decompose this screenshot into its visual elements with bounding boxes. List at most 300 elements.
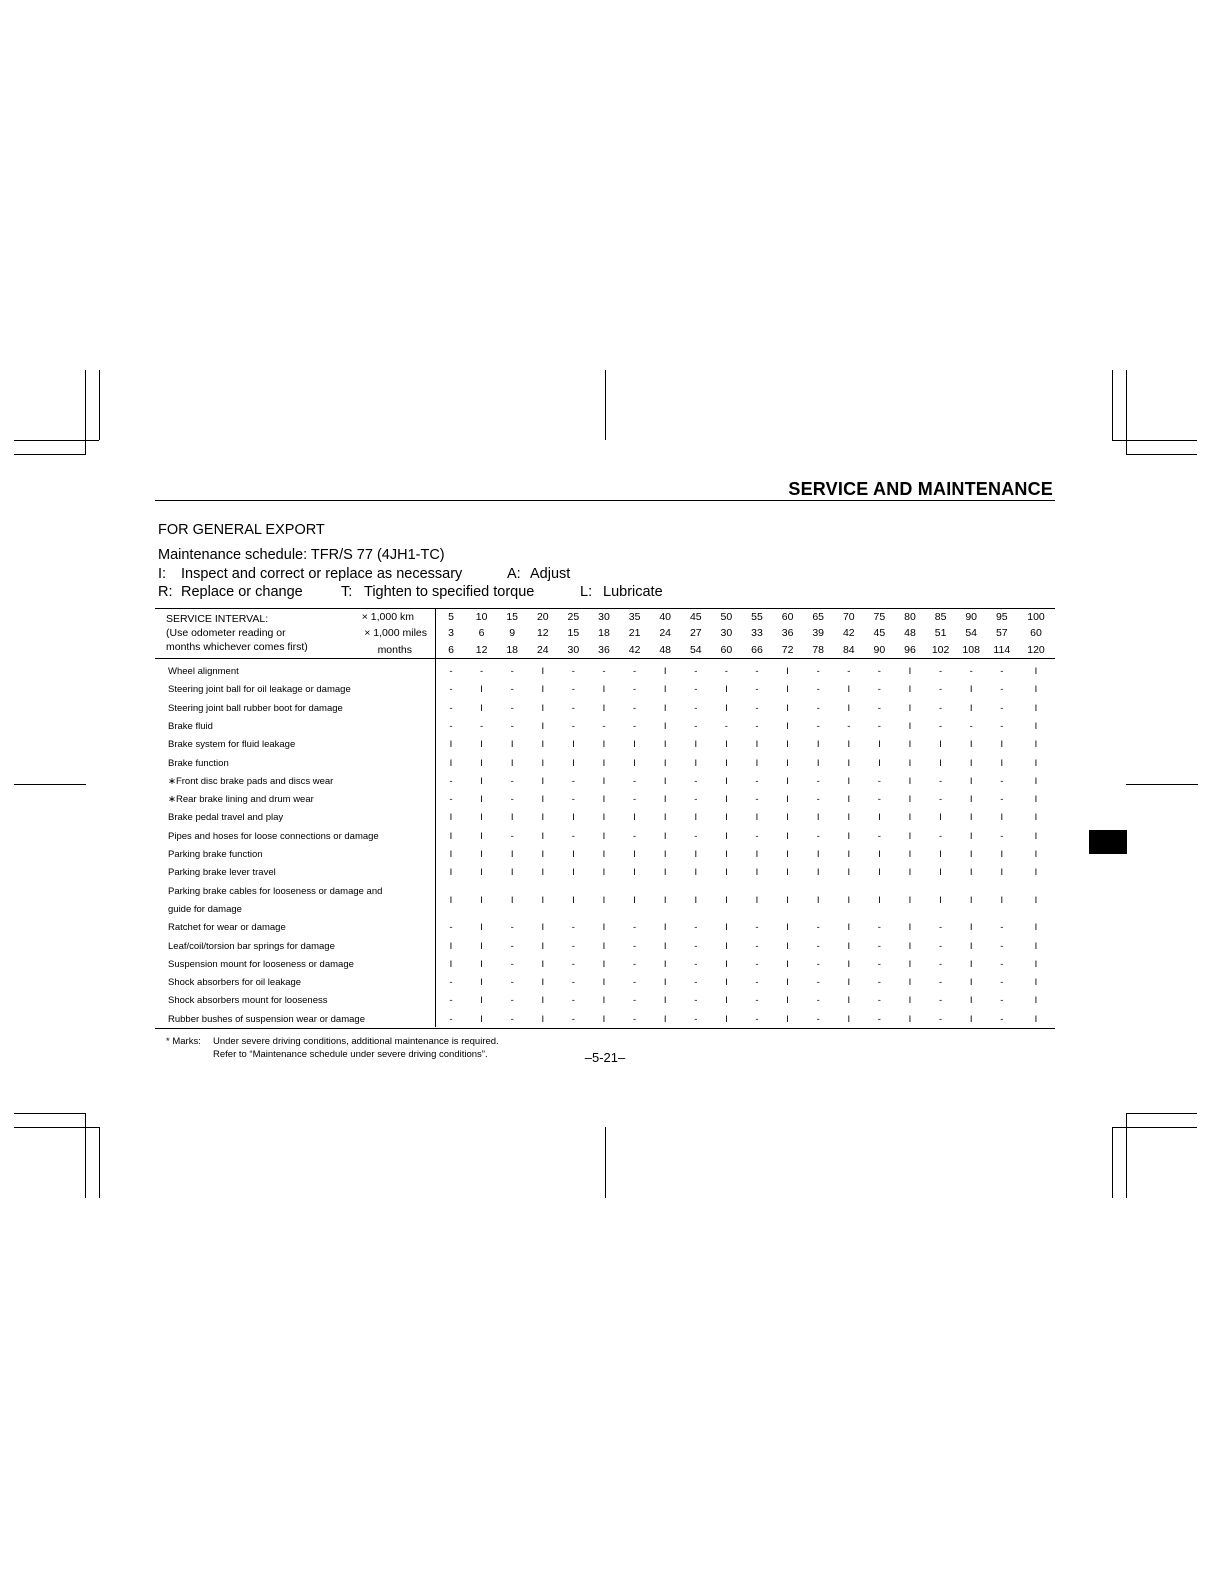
table-row-item: Steering joint ball rubber boot for damage [168, 702, 343, 714]
table-cell-mark: - [449, 720, 453, 732]
table-cell-mark: I [541, 1013, 545, 1025]
table-cell-mark: I [847, 830, 851, 842]
interval-km: 55 [751, 611, 763, 623]
table-cell-mark: I [969, 995, 973, 1007]
table-cell-mark: I [816, 867, 820, 879]
crop-mark [85, 370, 86, 455]
table-cell-mark: - [449, 995, 453, 1007]
table-cell-mark: I [663, 867, 667, 879]
table-cell-mark: I [663, 940, 667, 952]
table-cell-mark: I [908, 958, 912, 970]
table-cell-mark: - [571, 684, 575, 696]
table-row-item: Brake fluid [168, 720, 213, 732]
table-cell-mark: I [1034, 812, 1038, 824]
table-cell-mark: I [602, 922, 606, 934]
table-cell-mark: I [725, 922, 728, 934]
table-cell-mark: - [694, 775, 698, 787]
table-cell-mark: I [908, 812, 912, 824]
table-cell-mark: I [786, 702, 789, 714]
interval-miles: 18 [598, 627, 610, 639]
interval-months: 48 [659, 644, 672, 656]
table-cell-mark: I [480, 702, 483, 714]
table-cell-mark: I [510, 849, 514, 860]
table-cell-mark: I [908, 684, 912, 696]
table-cell-mark: I [663, 812, 667, 824]
table-cell-mark: - [755, 830, 759, 842]
table-cell-mark: I [1034, 894, 1038, 906]
table-cell-mark: I [908, 894, 912, 906]
table-cell-mark: - [449, 922, 453, 934]
table-cell-mark: I [725, 830, 728, 842]
table-column-divider [435, 608, 436, 1027]
table-cell-mark: I [510, 867, 514, 879]
table-cell-mark: - [571, 1013, 575, 1025]
interval-label: SERVICE INTERVAL: [166, 613, 269, 625]
table-cell-mark: - [480, 666, 484, 677]
table-cell-mark: - [1000, 702, 1004, 714]
table-cell-mark: - [510, 720, 514, 732]
table-cell-mark: - [449, 977, 453, 989]
table-cell-mark: I [725, 684, 728, 696]
table-cell-mark: I [480, 995, 483, 1007]
table-cell-mark: - [694, 794, 698, 806]
table-cell-mark: I [541, 977, 545, 989]
table-cell-mark: - [633, 958, 637, 970]
table-cell-mark: - [602, 720, 606, 732]
interval-miles: 48 [904, 627, 916, 639]
unit-miles: × 1,000 miles [364, 627, 427, 639]
table-cell-mark: I [633, 812, 636, 824]
schedule-title: Maintenance schedule: TFR/S 77 (4JH1-TC) [158, 547, 445, 563]
table-cell-mark: - [816, 922, 820, 934]
table-cell-mark: I [908, 867, 912, 879]
table-header-divider [155, 658, 1055, 659]
table-row-item: Brake pedal travel and play [168, 812, 284, 824]
interval-months: 24 [536, 644, 549, 656]
interval-miles: 57 [995, 627, 1008, 639]
table-cell-mark: - [939, 922, 943, 934]
table-cell-mark: I [725, 775, 728, 787]
table-cell-mark: - [510, 830, 514, 842]
table-cell-mark: I [969, 684, 973, 696]
table-cell-mark: I [541, 922, 545, 934]
table-row-item: ∗Rear brake lining and drum wear [168, 794, 314, 806]
table-cell-mark: - [847, 720, 851, 732]
table-cell-mark: I [816, 739, 820, 751]
interval-km: 35 [628, 611, 641, 623]
table-cell-mark: I [633, 894, 636, 906]
table-cell-mark: I [541, 739, 545, 751]
table-cell-mark: I [1034, 867, 1038, 879]
table-cell-mark: I [725, 958, 728, 970]
table-cell-mark: - [877, 940, 881, 952]
table-row-item: Shock absorbers mount for looseness [168, 995, 328, 1007]
table-cell-mark: - [449, 684, 453, 696]
table-cell-mark: I [847, 867, 851, 879]
interval-miles: 30 [720, 627, 733, 639]
table-cell-mark: - [939, 1013, 943, 1025]
interval-miles: 27 [689, 627, 702, 639]
table-cell-mark: I [725, 995, 728, 1007]
table-cell-mark: - [755, 720, 759, 732]
table-row-item: Brake function [168, 757, 229, 769]
crop-mark [99, 1127, 100, 1198]
crop-mark [1126, 370, 1127, 455]
table-cell-mark: - [1000, 958, 1004, 970]
table-cell-mark: I [449, 757, 453, 769]
table-cell-mark: I [816, 894, 820, 906]
table-cell-mark: I [786, 684, 789, 696]
table-cell-mark: - [755, 702, 759, 714]
table-cell-mark: I [847, 794, 851, 806]
table-cell-mark: - [510, 922, 514, 934]
table-cell-mark: I [572, 894, 575, 906]
table-cell-mark: I [480, 977, 483, 989]
table-cell-mark: I [663, 739, 667, 751]
table-cell-mark: I [878, 812, 881, 824]
table-cell-mark: I [480, 775, 483, 787]
table-cell-mark: I [663, 849, 667, 860]
table-cell-mark: - [877, 702, 881, 714]
interval-km: 25 [567, 611, 580, 623]
table-cell-mark: I [969, 894, 973, 906]
table-cell-mark: I [786, 775, 789, 787]
table-cell-mark: I [847, 684, 851, 696]
table-cell-mark: - [694, 830, 698, 842]
table-cell-mark: - [510, 666, 514, 677]
table-cell-mark: - [939, 702, 943, 714]
interval-months: 66 [751, 644, 763, 656]
table-cell-mark: - [877, 958, 881, 970]
table-cell-mark: I [449, 739, 453, 751]
table-cell-mark: - [633, 995, 637, 1007]
table-cell-mark: I [786, 739, 789, 751]
table-cell-mark: - [633, 922, 637, 934]
table-row-item: Parking brake lever travel [168, 867, 276, 879]
table-cell-mark: I [510, 894, 514, 906]
table-cell-mark: - [816, 977, 820, 989]
table-cell-mark: I [1034, 995, 1038, 1007]
table-cell-mark: I [969, 867, 973, 879]
table-cell-mark: I [847, 940, 851, 952]
table-cell-mark: I [602, 739, 606, 751]
table-row-item: Steering joint ball for oil leakage or damage [168, 684, 351, 696]
table-cell-mark: I [786, 666, 789, 677]
table-cell-mark: I [449, 940, 453, 952]
table-cell-mark: - [877, 794, 881, 806]
table-cell-mark: I [480, 684, 483, 696]
table-cell-mark: I [663, 666, 667, 677]
table-cell-mark: I [449, 812, 453, 824]
table-row-item: guide for damage [168, 903, 242, 915]
legend-line-1 [158, 566, 758, 584]
table-cell-mark: - [1000, 684, 1004, 696]
table-cell-mark: I [602, 940, 606, 952]
table-cell-mark: I [602, 995, 606, 1007]
table-cell-mark: I [1000, 849, 1004, 860]
table-cell-mark: - [510, 977, 514, 989]
table-cell-mark: I [969, 830, 973, 842]
table-cell-mark: - [633, 1013, 637, 1025]
table-cell-mark: I [969, 757, 973, 769]
table-cell-mark: I [633, 739, 636, 751]
table-cell-mark: I [1034, 757, 1038, 769]
table-cell-mark: - [877, 666, 881, 677]
table-cell-mark: - [633, 666, 637, 677]
table-cell-mark: - [694, 995, 698, 1007]
table-cell-mark: I [480, 812, 483, 824]
legend-text-l: Lubricate [603, 584, 663, 600]
crop-mark [14, 454, 85, 455]
table-cell-mark: I [725, 757, 728, 769]
crop-mark [1126, 454, 1197, 455]
table-cell-mark: I [663, 757, 667, 769]
table-cell-mark: - [449, 794, 453, 806]
table-cell-mark: - [449, 775, 453, 787]
table-cell-mark: - [571, 922, 575, 934]
interval-months: 84 [842, 644, 855, 656]
interval-miles: 3 [448, 627, 454, 639]
table-cell-mark: I [969, 775, 973, 787]
table-cell-mark: I [663, 922, 667, 934]
interval-miles: 15 [567, 627, 580, 639]
crop-mark [1112, 440, 1197, 441]
crop-mark [1126, 784, 1198, 785]
table-cell-mark: I [939, 757, 942, 769]
table-cell-mark: - [724, 720, 728, 732]
interval-miles: 24 [659, 627, 672, 639]
table-cell-mark: I [602, 812, 606, 824]
table-cell-mark: I [602, 894, 606, 906]
table-cell-mark: I [1034, 739, 1038, 751]
table-cell-mark: I [633, 849, 636, 860]
table-cell-mark: I [663, 830, 667, 842]
table-cell-mark: I [480, 922, 483, 934]
table-cell-mark: I [602, 794, 606, 806]
table-cell-mark: - [816, 684, 820, 696]
interval-km: 65 [812, 611, 825, 623]
interval-miles: 51 [934, 627, 947, 639]
table-cell-mark: - [877, 922, 881, 934]
interval-km: 40 [659, 611, 672, 623]
table-cell-mark: - [571, 995, 575, 1007]
table-cell-mark: I [908, 775, 912, 787]
crop-mark [14, 1127, 99, 1128]
table-row-item: Shock absorbers for oil leakage [168, 977, 302, 989]
interval-km: 15 [506, 611, 519, 623]
interval-miles: 6 [478, 627, 485, 639]
table-cell-mark: I [908, 830, 912, 842]
crop-mark [1126, 1113, 1197, 1114]
table-cell-mark: - [1000, 977, 1004, 989]
interval-note: months whichever comes first) [166, 641, 308, 653]
table-cell-mark: - [633, 940, 637, 952]
table-cell-mark: I [541, 702, 545, 714]
interval-miles: 33 [751, 627, 763, 639]
table-cell-mark: - [1000, 720, 1004, 732]
interval-miles: 21 [628, 627, 641, 639]
table-cell-mark: I [725, 812, 728, 824]
table-cell-mark: I [847, 977, 851, 989]
table-cell-mark: - [816, 720, 820, 732]
table-cell-mark: I [725, 867, 728, 879]
interval-km: 20 [536, 611, 549, 623]
table-cell-mark: I [786, 849, 789, 860]
table-cell-mark: I [1000, 757, 1004, 769]
table-cell-mark: - [694, 958, 698, 970]
table-cell-mark: I [1000, 867, 1004, 879]
table-cell-mark: I [480, 958, 483, 970]
table-cell-mark: - [939, 977, 943, 989]
table-cell-mark: - [755, 794, 759, 806]
table-cell-mark: I [969, 958, 973, 970]
table-cell-mark: - [510, 702, 514, 714]
table-cell-mark: - [510, 684, 514, 696]
table-cell-mark: - [939, 940, 943, 952]
table-cell-mark: I [1000, 894, 1004, 906]
table-cell-mark: I [878, 849, 881, 860]
table-cell-mark: I [786, 812, 789, 824]
table-cell-mark: I [633, 867, 636, 879]
crop-mark [1126, 1113, 1127, 1198]
table-cell-mark: I [572, 812, 575, 824]
table-cell-mark: I [816, 812, 820, 824]
table-cell-mark: I [663, 1013, 667, 1025]
table-cell-mark: I [939, 812, 942, 824]
table-cell-mark: I [1034, 977, 1038, 989]
table-cell-mark: I [755, 894, 759, 906]
table-cell-mark: I [969, 849, 973, 860]
table-cell-mark: I [1034, 958, 1038, 970]
table-cell-mark: - [510, 940, 514, 952]
table-cell-mark: I [480, 1013, 483, 1025]
table-cell-mark: - [755, 775, 759, 787]
table-cell-mark: - [816, 1013, 820, 1025]
table-cell-mark: I [786, 922, 789, 934]
interval-km: 10 [475, 611, 488, 623]
interval-miles: 45 [873, 627, 886, 639]
interval-months: 90 [873, 644, 886, 656]
interval-miles: 54 [965, 627, 978, 639]
table-row-item: Ratchet for wear or damage [168, 922, 286, 934]
table-cell-mark: - [694, 1013, 698, 1025]
table-cell-mark: I [1034, 702, 1038, 714]
legend-text-r: Replace or change [181, 584, 303, 600]
table-cell-mark: I [480, 830, 483, 842]
table-cell-mark: I [847, 849, 851, 860]
table-cell-mark: I [480, 757, 483, 769]
table-cell-mark: I [908, 940, 912, 952]
table-cell-mark: I [786, 958, 789, 970]
table-cell-mark: - [571, 666, 575, 677]
legend-key-i: I: [158, 566, 167, 582]
interval-months: 78 [812, 644, 825, 656]
interval-km: 75 [873, 611, 886, 623]
table-cell-mark: I [541, 812, 545, 824]
interval-miles: 39 [812, 627, 825, 639]
table-cell-mark: - [816, 830, 820, 842]
table-cell-mark: I [480, 894, 483, 906]
table-cell-mark: I [725, 794, 728, 806]
table-cell-mark: I [541, 830, 545, 842]
table-cell-mark: I [602, 977, 606, 989]
table-cell-mark: I [480, 739, 483, 751]
table-cell-mark: - [816, 995, 820, 1007]
unit-months: months [377, 644, 412, 656]
table-cell-mark: I [816, 849, 820, 860]
table-cell-mark: I [602, 867, 606, 879]
legend-key-l: L: [580, 584, 593, 600]
interval-km: 95 [995, 611, 1008, 623]
table-cell-mark: I [694, 849, 698, 860]
table-cell-mark: I [878, 739, 881, 751]
footnote-line: Under severe driving conditions, additional maintenance is required. [213, 1036, 499, 1047]
table-cell-mark: I [1000, 739, 1004, 751]
table-row-item: ∗Front disc brake pads and discs wear [168, 775, 334, 787]
table-cell-mark: I [663, 977, 667, 989]
legend-key-a: A: [507, 566, 521, 582]
interval-km: 85 [934, 611, 947, 623]
table-cell-mark: I [510, 757, 514, 769]
interval-km: 30 [598, 611, 610, 623]
interval-months: 72 [781, 644, 794, 656]
table-cell-mark: - [694, 702, 698, 714]
table-cell-mark: I [816, 757, 820, 769]
interval-months: 12 [475, 644, 488, 656]
interval-km: 70 [842, 611, 855, 623]
table-cell-mark: - [694, 684, 698, 696]
table-cell-mark: - [633, 977, 637, 989]
table-cell-mark: I [847, 757, 851, 769]
table-cell-mark: I [1034, 684, 1038, 696]
table-cell-mark: I [572, 757, 575, 769]
table-cell-mark: I [725, 849, 728, 860]
table-row-item: Brake system for fluid leakage [168, 739, 296, 751]
table-cell-mark: - [510, 794, 514, 806]
crop-mark [14, 784, 86, 785]
table-cell-mark: - [571, 702, 575, 714]
table-cell-mark: I [725, 702, 728, 714]
interval-miles: 36 [781, 627, 794, 639]
footnote-line: Refer to “Maintenance schedule under severe driving conditions”. [213, 1049, 488, 1060]
table-cell-mark: I [663, 794, 667, 806]
table-cell-mark: I [480, 867, 483, 879]
table-cell-mark: I [786, 940, 789, 952]
table-cell-mark: I [541, 775, 545, 787]
table-cell-mark: - [633, 794, 637, 806]
table-cell-mark: I [663, 702, 667, 714]
table-cell-mark: - [1000, 940, 1004, 952]
footnote-marker: * Marks: [166, 1036, 201, 1047]
table-cell-mark: I [725, 977, 728, 989]
table-cell-mark: I [541, 757, 545, 769]
table-cell-mark: - [510, 995, 514, 1007]
table-cell-mark: - [816, 958, 820, 970]
interval-months: 36 [598, 644, 610, 656]
table-cell-mark: - [969, 666, 973, 677]
interval-miles: 12 [536, 627, 549, 639]
table-cell-mark: - [939, 720, 943, 732]
interval-note: (Use odometer reading or [166, 627, 286, 639]
table-cell-mark: - [571, 958, 575, 970]
table-cell-mark: I [847, 1013, 851, 1025]
crop-mark [14, 1113, 85, 1114]
legend-text-t: Tighten to specified torque [364, 584, 535, 600]
table-cell-mark: - [1000, 1013, 1004, 1025]
table-cell-mark: I [572, 849, 575, 860]
table-cell-mark: - [877, 830, 881, 842]
table-cell-mark: I [847, 958, 851, 970]
